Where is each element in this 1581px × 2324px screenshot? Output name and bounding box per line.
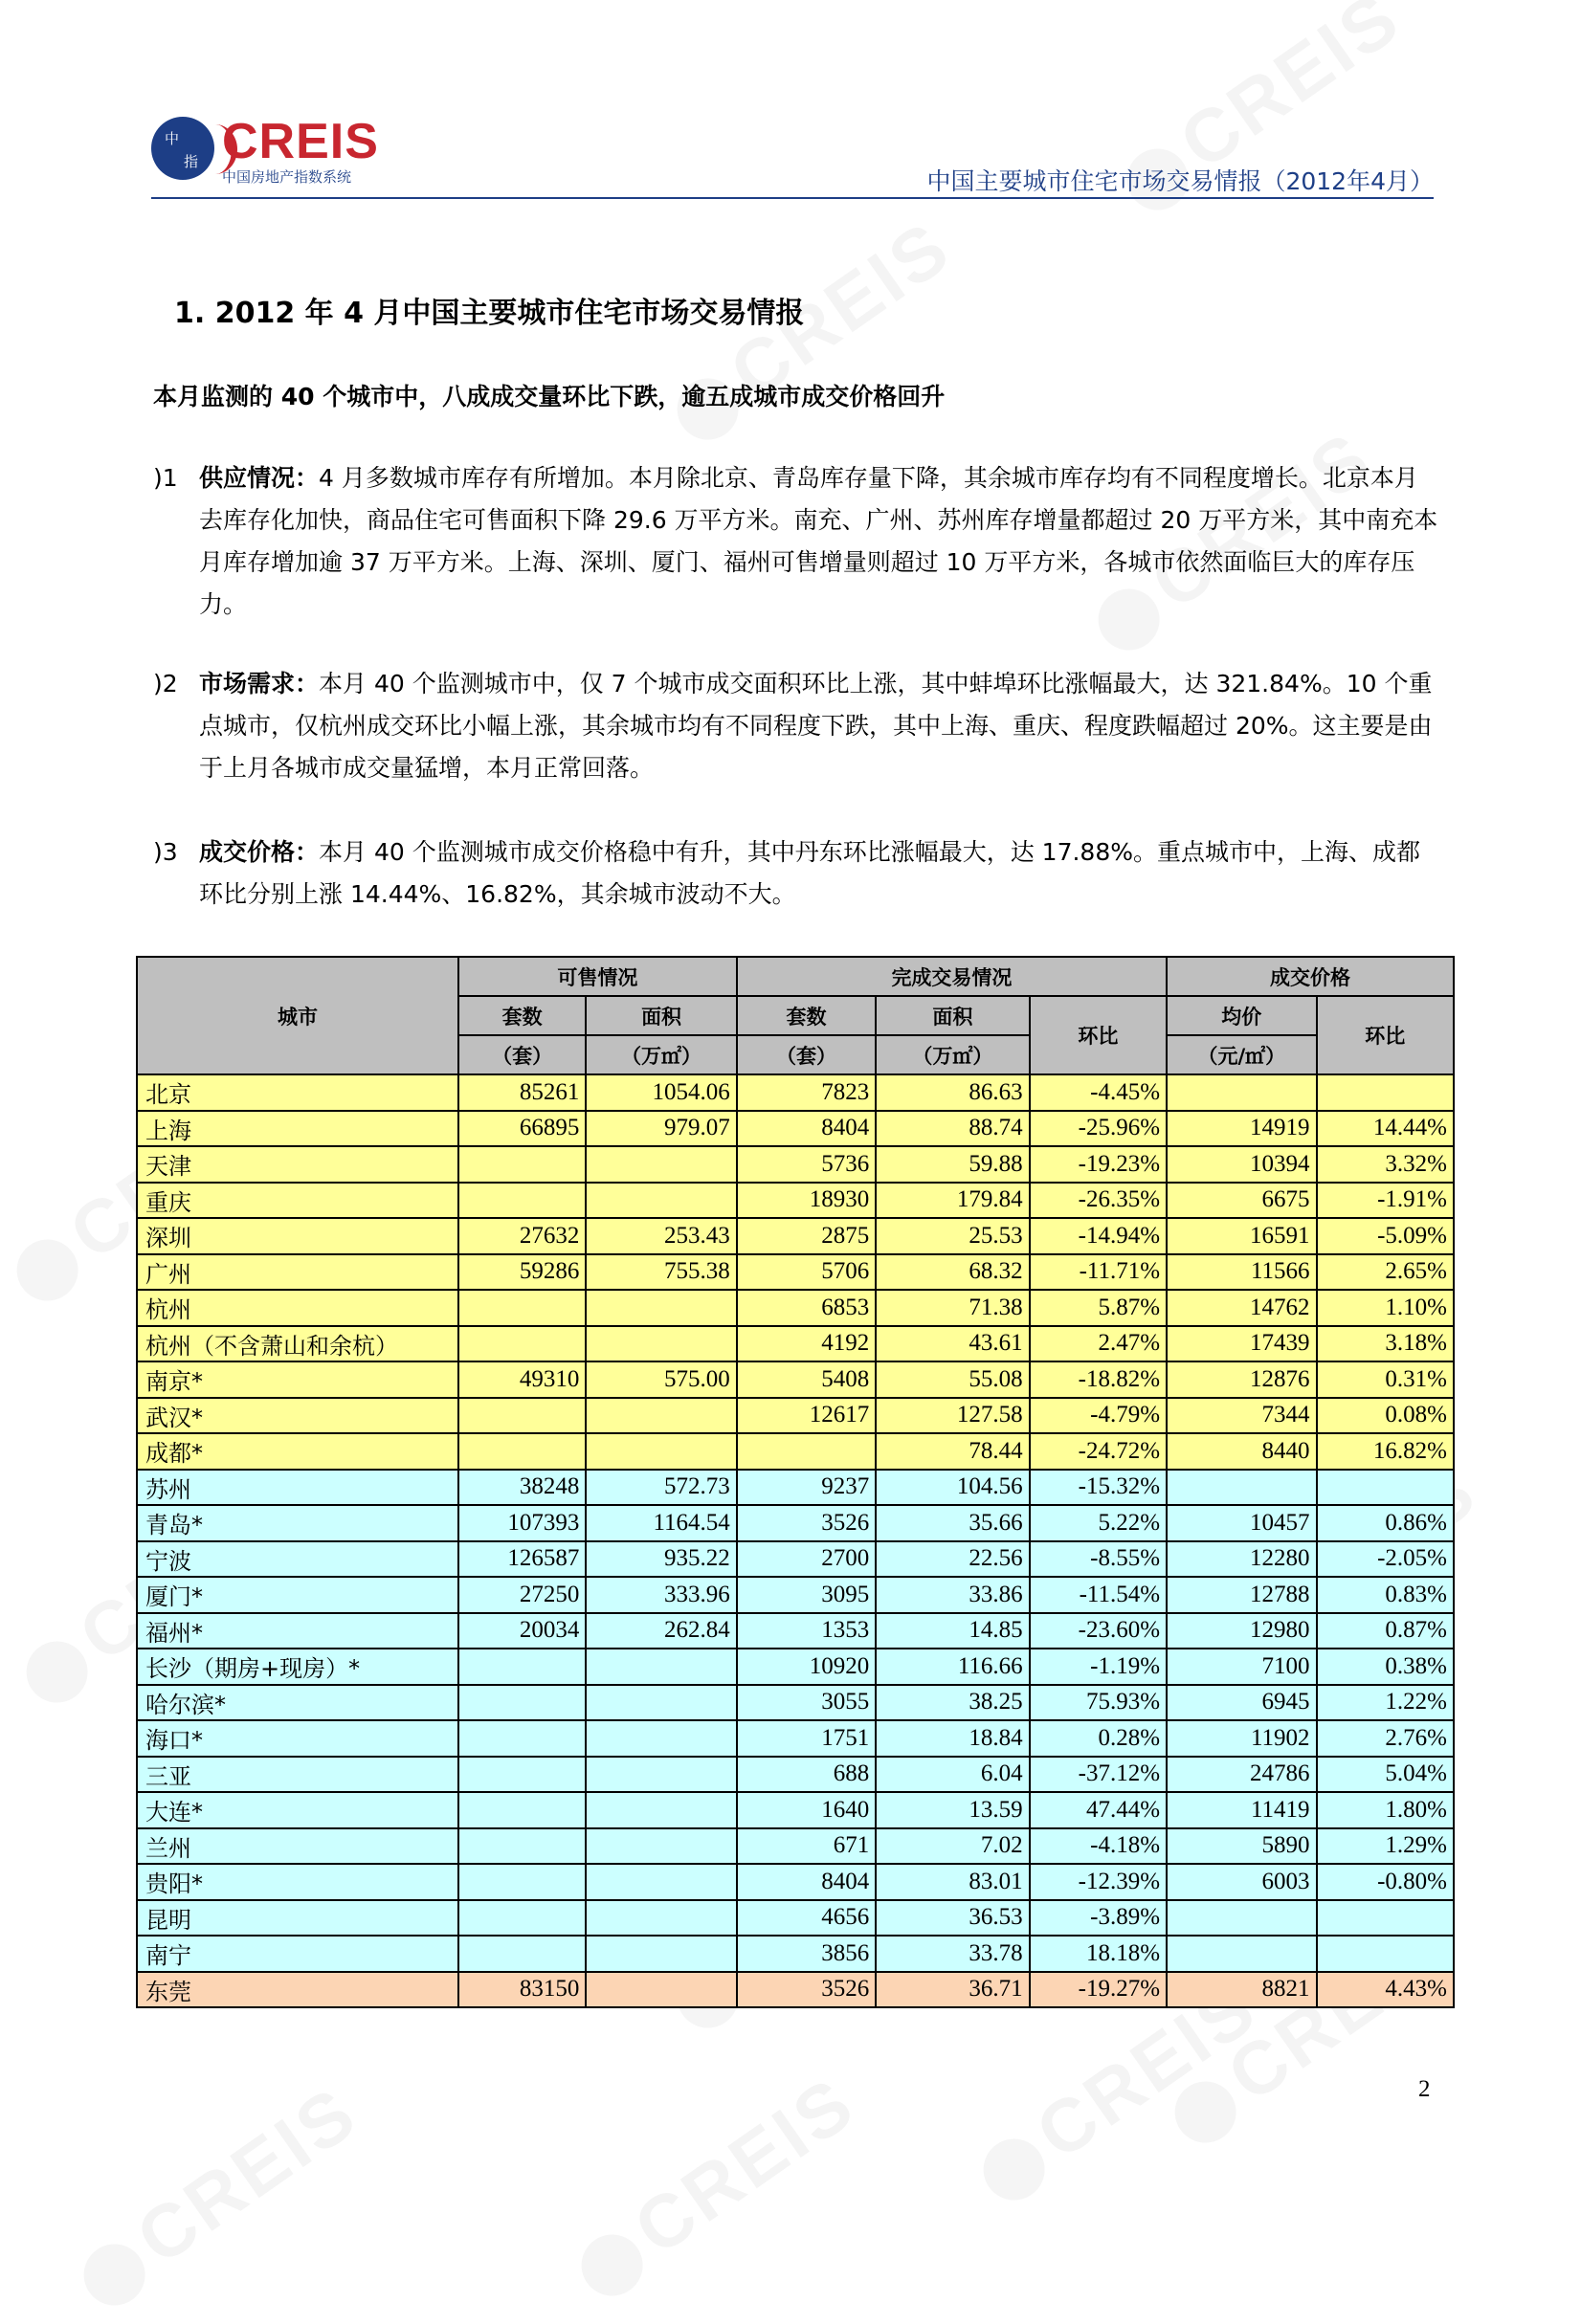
deal-mom-cell: 18.18%	[1030, 1936, 1167, 1972]
paragraph-number: )2	[153, 670, 178, 697]
col-header-price-mom: 环比	[1317, 996, 1454, 1074]
city-market-table	[136, 956, 1455, 2008]
supply-units-cell	[458, 1900, 586, 1937]
avg-price-cell: 12788	[1167, 1577, 1316, 1613]
price-mom-cell: 0.08%	[1317, 1398, 1454, 1434]
deal-units-cell: 3856	[737, 1936, 876, 1972]
city-cell: 南京*	[137, 1361, 458, 1398]
page-header	[151, 113, 1434, 201]
price-mom-cell	[1317, 1936, 1454, 1972]
avg-price-cell: 17439	[1167, 1326, 1316, 1362]
supply-area-cell	[586, 1326, 736, 1362]
price-mom-cell: 0.87%	[1317, 1613, 1454, 1649]
price-mom-cell	[1317, 1074, 1454, 1111]
price-mom-cell: 1.22%	[1317, 1685, 1454, 1721]
deal-area-cell: 35.66	[876, 1505, 1029, 1541]
deal-area-cell: 71.38	[876, 1290, 1029, 1326]
price-mom-cell: -1.91%	[1317, 1183, 1454, 1219]
table-row	[137, 1649, 1454, 1685]
city-cell: 宁波	[137, 1541, 458, 1578]
deal-area-cell: 18.84	[876, 1720, 1029, 1757]
supply-units-cell: 59286	[458, 1254, 586, 1291]
price-mom-cell: 1.80%	[1317, 1792, 1454, 1828]
table-row	[137, 1864, 1454, 1900]
table-row	[137, 1613, 1454, 1649]
avg-price-cell: 14762	[1167, 1290, 1316, 1326]
avg-price-cell: 12876	[1167, 1361, 1316, 1398]
supply-area-cell	[586, 1900, 736, 1937]
deal-units-cell: 9237	[737, 1470, 876, 1506]
deal-units-cell: 8404	[737, 1111, 876, 1147]
table-row	[137, 1541, 1454, 1578]
deal-units-cell: 3526	[737, 1972, 876, 2008]
city-cell: 长沙（期房+现房）*	[137, 1649, 458, 1685]
supply-area-cell: 572.73	[586, 1470, 736, 1506]
deal-units-cell: 6853	[737, 1290, 876, 1326]
avg-price-cell: 24786	[1167, 1757, 1316, 1793]
price-mom-cell: 3.32%	[1317, 1146, 1454, 1183]
price-mom-cell: 16.82%	[1317, 1433, 1454, 1470]
deal-area-cell: 86.63	[876, 1074, 1029, 1111]
city-cell: 苏州	[137, 1470, 458, 1506]
logo-emblem-icon: 中 指	[151, 117, 214, 180]
col-header-deal-mom: 环比	[1030, 996, 1167, 1074]
supply-units-cell	[458, 1433, 586, 1470]
supply-units-cell	[458, 1828, 586, 1865]
deal-area-cell: 36.53	[876, 1900, 1029, 1937]
supply-area-cell: 333.96	[586, 1577, 736, 1613]
deal-area-cell: 14.85	[876, 1613, 1029, 1649]
city-cell: 深圳	[137, 1218, 458, 1254]
table-row	[137, 1111, 1454, 1147]
avg-price-cell: 11566	[1167, 1254, 1316, 1291]
supply-units-cell: 27250	[458, 1577, 586, 1613]
supply-units-cell: 66895	[458, 1111, 586, 1147]
deal-units-cell: 5408	[737, 1361, 876, 1398]
supply-area-cell	[586, 1720, 736, 1757]
table-row	[137, 1828, 1454, 1865]
avg-price-cell: 8440	[1167, 1433, 1316, 1470]
deal-mom-cell: -12.39%	[1030, 1864, 1167, 1900]
col-unit-supply-units: （套）	[458, 1035, 586, 1074]
deal-units-cell: 18930	[737, 1183, 876, 1219]
deal-units-cell: 5736	[737, 1146, 876, 1183]
avg-price-cell: 7344	[1167, 1398, 1316, 1434]
deal-area-cell: 179.84	[876, 1183, 1029, 1219]
price-mom-cell: -0.80%	[1317, 1864, 1454, 1900]
deal-mom-cell: -4.45%	[1030, 1074, 1167, 1111]
supply-units-cell: 107393	[458, 1505, 586, 1541]
logo-subtitle: 中国房地产指数系统	[222, 168, 352, 186]
deal-mom-cell: -19.27%	[1030, 1972, 1167, 2008]
deal-units-cell: 1751	[737, 1720, 876, 1757]
city-cell: 青岛*	[137, 1505, 458, 1541]
supply-area-cell: 935.22	[586, 1541, 736, 1578]
logo-text: CREIS	[222, 114, 379, 169]
table-row	[137, 1326, 1454, 1362]
supply-area-cell: 253.43	[586, 1218, 736, 1254]
price-mom-cell: 4.43%	[1317, 1972, 1454, 2008]
supply-area-cell	[586, 1398, 736, 1434]
col-header-supply: 可售情况	[458, 957, 737, 996]
price-mom-cell: -5.09%	[1317, 1218, 1454, 1254]
supply-area-cell	[586, 1649, 736, 1685]
city-cell: 南宁	[137, 1936, 458, 1972]
deal-units-cell: 3526	[737, 1505, 876, 1541]
supply-units-cell: 85261	[458, 1074, 586, 1111]
supply-area-cell	[586, 1936, 736, 1972]
city-cell: 兰州	[137, 1828, 458, 1865]
supply-area-cell	[586, 1146, 736, 1183]
supply-area-cell	[586, 1828, 736, 1865]
supply-units-cell	[458, 1146, 586, 1183]
table-row	[137, 1398, 1454, 1434]
deal-units-cell: 671	[737, 1828, 876, 1865]
deal-units-cell: 12617	[737, 1398, 876, 1434]
table-row	[137, 1685, 1454, 1721]
deal-mom-cell: -3.89%	[1030, 1900, 1167, 1937]
city-cell: 福州*	[137, 1613, 458, 1649]
deal-units-cell: 3095	[737, 1577, 876, 1613]
avg-price-cell: 5890	[1167, 1828, 1316, 1865]
price-mom-cell: 1.29%	[1317, 1828, 1454, 1865]
table-row	[137, 1183, 1454, 1219]
deal-mom-cell: -24.72%	[1030, 1433, 1167, 1470]
deal-units-cell: 688	[737, 1757, 876, 1793]
deal-area-cell: 7.02	[876, 1828, 1029, 1865]
creis-logo	[151, 113, 477, 186]
deal-mom-cell: 0.28%	[1030, 1720, 1167, 1757]
supply-area-cell	[586, 1757, 736, 1793]
avg-price-cell	[1167, 1900, 1316, 1937]
avg-price-cell: 7100	[1167, 1649, 1316, 1685]
city-cell: 广州	[137, 1254, 458, 1291]
deal-area-cell: 68.32	[876, 1254, 1029, 1291]
supply-area-cell: 1164.54	[586, 1505, 736, 1541]
deal-units-cell: 7823	[737, 1074, 876, 1111]
paragraph-number: )1	[153, 464, 178, 492]
price-mom-cell: 0.31%	[1317, 1361, 1454, 1398]
avg-price-cell: 12980	[1167, 1613, 1316, 1649]
city-cell: 厦门*	[137, 1577, 458, 1613]
supply-units-cell: 27632	[458, 1218, 586, 1254]
price-mom-cell	[1317, 1470, 1454, 1506]
price-mom-cell	[1317, 1900, 1454, 1937]
deal-mom-cell: -23.60%	[1030, 1613, 1167, 1649]
table-row	[137, 1146, 1454, 1183]
paragraph-demand	[153, 663, 1440, 789]
price-mom-cell: 2.76%	[1317, 1720, 1454, 1757]
deal-area-cell: 83.01	[876, 1864, 1029, 1900]
city-cell: 成都*	[137, 1433, 458, 1470]
supply-units-cell	[458, 1685, 586, 1721]
deal-area-cell: 33.78	[876, 1936, 1029, 1972]
supply-area-cell	[586, 1972, 736, 2008]
col-header-avg-price: 均价	[1167, 996, 1316, 1035]
table-row	[137, 1577, 1454, 1613]
supply-area-cell: 262.84	[586, 1613, 736, 1649]
city-cell: 贵阳*	[137, 1864, 458, 1900]
supply-units-cell	[458, 1290, 586, 1326]
city-cell: 三亚	[137, 1757, 458, 1793]
col-header-deal-area: 面积	[876, 996, 1029, 1035]
avg-price-cell: 14919	[1167, 1111, 1316, 1147]
paragraph-number: )3	[153, 838, 178, 866]
report-title: 中国主要城市住宅市场交易情报（2012年4月）	[926, 167, 1434, 195]
col-unit-avg-price: （元/㎡）	[1167, 1035, 1316, 1074]
table-row	[137, 1254, 1454, 1291]
deal-units-cell: 10920	[737, 1649, 876, 1685]
supply-units-cell: 126587	[458, 1541, 586, 1578]
deal-area-cell: 36.71	[876, 1972, 1029, 2008]
deal-mom-cell: -18.82%	[1030, 1361, 1167, 1398]
paragraph-text: 本月 40 个监测城市中，仅 7 个城市成交面积环比上涨，其中蚌埠环比涨幅最大，达 321.84%。10 个重点城市，仅杭州成交环比小幅上涨，其余城市均有不同程度下跌，其中上海、重庆、程度跌幅超过 20%。这主要是由于上月各城市成交量猛增，本月正常回落。	[199, 670, 1433, 782]
col-header-supply-area: 面积	[586, 996, 736, 1035]
supply-area-cell: 979.07	[586, 1111, 736, 1147]
col-header-deal: 完成交易情况	[737, 957, 1167, 996]
supply-units-cell	[458, 1398, 586, 1434]
deal-area-cell: 104.56	[876, 1470, 1029, 1506]
price-mom-cell: 2.65%	[1317, 1254, 1454, 1291]
table-row	[137, 1074, 1454, 1111]
supply-units-cell: 20034	[458, 1613, 586, 1649]
supply-area-cell	[586, 1792, 736, 1828]
supply-area-cell: 1054.06	[586, 1074, 736, 1111]
deal-mom-cell: 2.47%	[1030, 1326, 1167, 1362]
paragraph-heading: 市场需求：	[199, 670, 320, 697]
city-cell: 哈尔滨*	[137, 1685, 458, 1721]
deal-mom-cell: -14.94%	[1030, 1218, 1167, 1254]
deal-units-cell: 4192	[737, 1326, 876, 1362]
deal-area-cell: 22.56	[876, 1541, 1029, 1578]
deal-units-cell: 1640	[737, 1792, 876, 1828]
col-header-deal-units: 套数	[737, 996, 876, 1035]
paragraph-price	[153, 831, 1440, 916]
watermark	[559, 2059, 871, 2313]
price-mom-cell: 0.83%	[1317, 1577, 1454, 1613]
table-body	[137, 1074, 1454, 2007]
section-title: 1. 2012 年 4 月中国主要城市住宅市场交易情报	[174, 297, 805, 330]
table-row	[137, 1505, 1454, 1541]
deal-area-cell: 6.04	[876, 1757, 1029, 1793]
city-cell: 杭州	[137, 1290, 458, 1326]
paragraph-text: 本月 40 个监测城市成交价格稳中有升，其中丹东环比涨幅最大，达 17.88%。重点城市中，上海、成都环比分别上涨 14.44%、16.82%，其余城市波动不大。	[199, 838, 1420, 908]
avg-price-cell: 6003	[1167, 1864, 1316, 1900]
price-mom-cell: -2.05%	[1317, 1541, 1454, 1578]
avg-price-cell: 8821	[1167, 1972, 1316, 2008]
col-unit-deal-units: （套）	[737, 1035, 876, 1074]
deal-mom-cell: -4.79%	[1030, 1398, 1167, 1434]
table-row	[137, 1361, 1454, 1398]
deal-area-cell: 78.44	[876, 1433, 1029, 1470]
supply-units-cell	[458, 1864, 586, 1900]
city-cell: 武汉*	[137, 1398, 458, 1434]
deal-mom-cell: 75.93%	[1030, 1685, 1167, 1721]
table-row	[137, 1433, 1454, 1470]
supply-units-cell	[458, 1720, 586, 1757]
deal-units-cell: 5706	[737, 1254, 876, 1291]
supply-units-cell	[458, 1326, 586, 1362]
watermark	[61, 2069, 373, 2323]
city-cell: 东莞	[137, 1972, 458, 2008]
header-divider	[151, 197, 1434, 199]
deal-units-cell: 2875	[737, 1218, 876, 1254]
city-cell: 上海	[137, 1111, 458, 1147]
deal-area-cell: 43.61	[876, 1326, 1029, 1362]
deal-mom-cell: -25.96%	[1030, 1111, 1167, 1147]
supply-area-cell	[586, 1183, 736, 1219]
table-row	[137, 1290, 1454, 1326]
deal-area-cell: 33.86	[876, 1577, 1029, 1613]
table-row	[137, 1936, 1454, 1972]
deal-mom-cell: -1.19%	[1030, 1649, 1167, 1685]
city-cell: 天津	[137, 1146, 458, 1183]
avg-price-cell: 6945	[1167, 1685, 1316, 1721]
deal-mom-cell: -37.12%	[1030, 1757, 1167, 1793]
supply-units-cell: 49310	[458, 1361, 586, 1398]
deal-area-cell: 55.08	[876, 1361, 1029, 1398]
price-mom-cell: 0.86%	[1317, 1505, 1454, 1541]
avg-price-cell: 16591	[1167, 1218, 1316, 1254]
supply-area-cell	[586, 1433, 736, 1470]
deal-mom-cell: 47.44%	[1030, 1792, 1167, 1828]
deal-mom-cell: -15.32%	[1030, 1470, 1167, 1506]
deal-area-cell: 116.66	[876, 1649, 1029, 1685]
deal-units-cell	[737, 1433, 876, 1470]
deal-mom-cell: 5.22%	[1030, 1505, 1167, 1541]
city-cell: 杭州（不含萧山和余杭）	[137, 1326, 458, 1362]
deal-mom-cell: -11.54%	[1030, 1577, 1167, 1613]
table-row	[137, 1972, 1454, 2008]
city-cell: 海口*	[137, 1720, 458, 1757]
supply-units-cell: 83150	[458, 1972, 586, 2008]
deal-area-cell: 88.74	[876, 1111, 1029, 1147]
avg-price-cell: 10394	[1167, 1146, 1316, 1183]
deal-units-cell: 4656	[737, 1900, 876, 1937]
avg-price-cell	[1167, 1936, 1316, 1972]
paragraph-text: 4 月多数城市库存有所增加。本月除北京、青岛库存量下降，其余城市库存均有不同程度增长。北京本月去库存化加快，商品住宅可售面积下降 29.6 万平方米。南充、广州、苏州库存增量都超过 20 万平方米，其中南充本月库存增加逾 37 万平方米。上海、深圳、厦门、福州可售增量则超过 10 万平方米，各城市依然面临巨大的库存压力。	[199, 464, 1438, 618]
price-mom-cell: 3.18%	[1317, 1326, 1454, 1362]
deal-area-cell: 13.59	[876, 1792, 1029, 1828]
deal-area-cell: 127.58	[876, 1398, 1029, 1434]
table-row	[137, 1792, 1454, 1828]
table-row	[137, 1470, 1454, 1506]
col-unit-supply-area: （万㎡）	[586, 1035, 736, 1074]
supply-area-cell: 575.00	[586, 1361, 736, 1398]
avg-price-cell: 11419	[1167, 1792, 1316, 1828]
deal-mom-cell: 5.87%	[1030, 1290, 1167, 1326]
page-number: 2	[1418, 2076, 1431, 2102]
deal-area-cell: 25.53	[876, 1218, 1029, 1254]
supply-units-cell	[458, 1183, 586, 1219]
table-row	[137, 1720, 1454, 1757]
table-row	[137, 1218, 1454, 1254]
price-mom-cell: 14.44%	[1317, 1111, 1454, 1147]
price-mom-cell: 5.04%	[1317, 1757, 1454, 1793]
deal-mom-cell: -26.35%	[1030, 1183, 1167, 1219]
supply-area-cell	[586, 1290, 736, 1326]
deal-mom-cell: -4.18%	[1030, 1828, 1167, 1865]
city-cell: 北京	[137, 1074, 458, 1111]
deal-mom-cell: -11.71%	[1030, 1254, 1167, 1291]
city-cell: 昆明	[137, 1900, 458, 1937]
supply-units-cell: 38248	[458, 1470, 586, 1506]
deal-units-cell: 3055	[737, 1685, 876, 1721]
supply-units-cell	[458, 1649, 586, 1685]
deal-units-cell: 2700	[737, 1541, 876, 1578]
col-header-city: 城市	[137, 957, 458, 1074]
paragraph-heading: 成交价格：	[199, 838, 320, 866]
supply-units-cell	[458, 1792, 586, 1828]
avg-price-cell: 12280	[1167, 1541, 1316, 1578]
col-header-price: 成交价格	[1167, 957, 1454, 996]
paragraph-supply	[153, 457, 1440, 626]
paragraph-heading: 供应情况：	[199, 464, 320, 492]
avg-price-cell	[1167, 1074, 1316, 1111]
deal-units-cell: 1353	[737, 1613, 876, 1649]
table-row	[137, 1757, 1454, 1793]
supply-area-cell: 755.38	[586, 1254, 736, 1291]
avg-price-cell: 11902	[1167, 1720, 1316, 1757]
supply-units-cell	[458, 1757, 586, 1793]
avg-price-cell	[1167, 1470, 1316, 1506]
supply-units-cell	[458, 1936, 586, 1972]
deal-mom-cell: -8.55%	[1030, 1541, 1167, 1578]
price-mom-cell: 0.38%	[1317, 1649, 1454, 1685]
avg-price-cell: 6675	[1167, 1183, 1316, 1219]
deal-area-cell: 38.25	[876, 1685, 1029, 1721]
table-row	[137, 1900, 1454, 1937]
deal-mom-cell: -19.23%	[1030, 1146, 1167, 1183]
deal-area-cell: 59.88	[876, 1146, 1029, 1183]
col-header-supply-units: 套数	[458, 996, 586, 1035]
supply-area-cell	[586, 1864, 736, 1900]
deal-units-cell: 8404	[737, 1864, 876, 1900]
avg-price-cell: 10457	[1167, 1505, 1316, 1541]
city-cell: 重庆	[137, 1183, 458, 1219]
price-mom-cell: 1.10%	[1317, 1290, 1454, 1326]
summary-headline: 本月监测的 40 个城市中，八成成交量环比下跌，逾五成城市成交价格回升	[153, 383, 946, 410]
city-cell: 大连*	[137, 1792, 458, 1828]
col-unit-deal-area: （万㎡）	[876, 1035, 1029, 1074]
supply-area-cell	[586, 1685, 736, 1721]
